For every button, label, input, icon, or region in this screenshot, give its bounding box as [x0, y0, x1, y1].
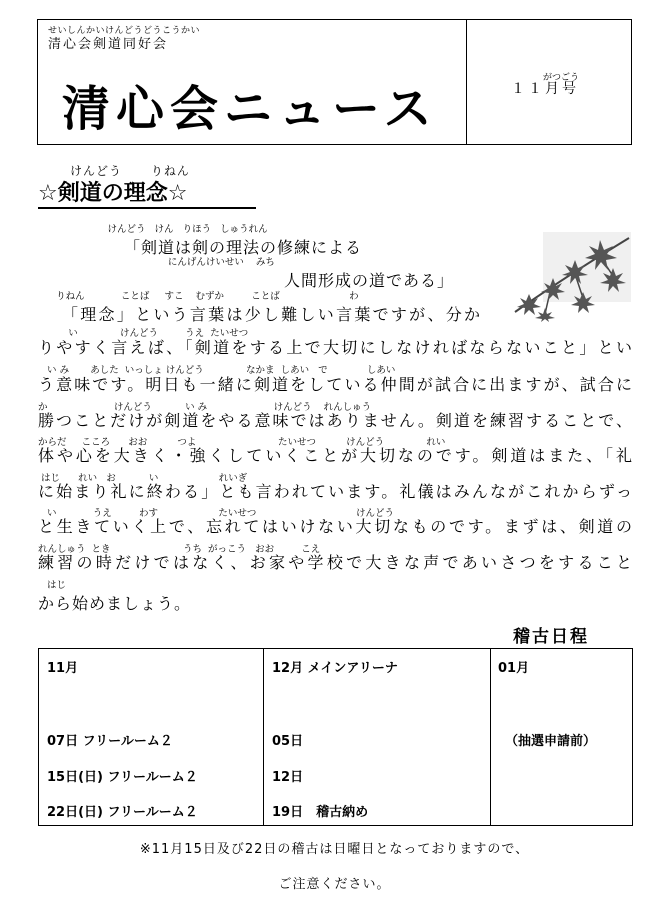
schedule-row: 19日 稽古納め [272, 805, 369, 820]
paragraph-line-6: と生きていく上で、忘れてはいけない大切なものです。まずは、剣道の [38, 517, 632, 536]
section-title-underline [38, 207, 256, 209]
schedule-header-dec: 12月 メインアリーナ [272, 661, 398, 676]
motto-line-1: 「剣道は剣の理法の修練による [124, 238, 363, 257]
club-name: 清心会剣道同好会 [48, 37, 169, 52]
schedule-column-divider [263, 648, 264, 826]
paragraph-line-3: 勝つことだけが剣道をやる意味ではありません。剣道を練習することで、 [38, 411, 632, 430]
maple-leaves-icon [505, 232, 631, 322]
paragraph-ruby-6: い うえ わす たいせつ けんどう [38, 508, 395, 519]
paragraph-ruby-0: りねん ことば すこ むずか ことば わ [38, 291, 359, 302]
paragraph-line-5: に始まり礼に終わる」とも言われています。礼儀はみんながこれからずっ [38, 482, 632, 501]
schedule-header-jan: 01月 [498, 661, 530, 676]
paragraph-line-1: りやすく言えば、「剣道をする上で大切にしなければならないこと」とい [38, 338, 632, 357]
schedule-row: 07日 フリールーム２ [47, 734, 173, 749]
section-title: ☆剣道の理念☆ [38, 181, 188, 206]
schedule-title: 稽古日程 [513, 627, 589, 647]
motto-line-2: 人間形成の道である」 [284, 271, 455, 290]
issue-ruby: がつごう [543, 73, 580, 83]
paragraph-line-7: 練習の時だけではなく、お家や学校で大きな声であいさつをすること [38, 553, 632, 572]
motto-ruby-1: けんどう けん りほう しゅうれん [38, 224, 268, 235]
footer-note-2: ご注意ください。 [278, 877, 391, 892]
section-title-ruby: けんどう りねん [70, 164, 190, 178]
footer-note: ※11月15日及び22日の稽古は日曜日となっておりますので、 [139, 842, 530, 857]
paragraph-ruby-3: か けんどう い み けんどう れんしゅう [38, 402, 372, 413]
newsletter-title: 清心会ニュース [62, 81, 438, 137]
header-divider [466, 19, 467, 145]
paragraph-line-4: 体や心を大きく・強くしていくことが大切なのです。剣道はまた、「礼 [38, 446, 632, 465]
schedule-row: 15日(日) フリールーム２ [47, 770, 198, 785]
schedule-row: 05日 [272, 734, 304, 749]
issue-label: １１月号 [511, 81, 579, 97]
paragraph-line-2: う意味です。明日も一緒に剣道をしている仲間が試合に出ますが、試合に [38, 375, 632, 394]
paragraph-ruby-5: はじ れい お い れいぎ [38, 473, 248, 484]
paragraph-ruby-4: からだ こころ おお つよ たいせつ けんどう れい [38, 437, 446, 448]
schedule-row: （抽選申請前） [505, 734, 597, 749]
schedule-header-nov: 11月 [47, 661, 79, 676]
schedule-column-divider [490, 648, 491, 826]
paragraph-ruby-7: れんしゅう とき うち がっこう おお こえ [38, 544, 321, 555]
schedule-row: 12日 [272, 770, 304, 785]
motto-ruby-2: にんげんけいせい みち [38, 257, 275, 268]
paragraph-ruby-8: はじ [38, 580, 67, 591]
paragraph-line-8: から始めましょう。 [38, 594, 192, 613]
paragraph-ruby-1: い けんどう うえ たいせつ [38, 328, 249, 339]
club-name-ruby: せいしんかいけんどうどうこうかい [48, 26, 201, 36]
paragraph-ruby-2: い み あした いっしょ けんどう なかま しあい で しあい [38, 365, 396, 376]
schedule-row: 22日(日) フリールーム２ [47, 805, 198, 820]
paragraph-line-0: 「理念」という言葉は少し難しい言葉ですが、分か [62, 305, 480, 324]
